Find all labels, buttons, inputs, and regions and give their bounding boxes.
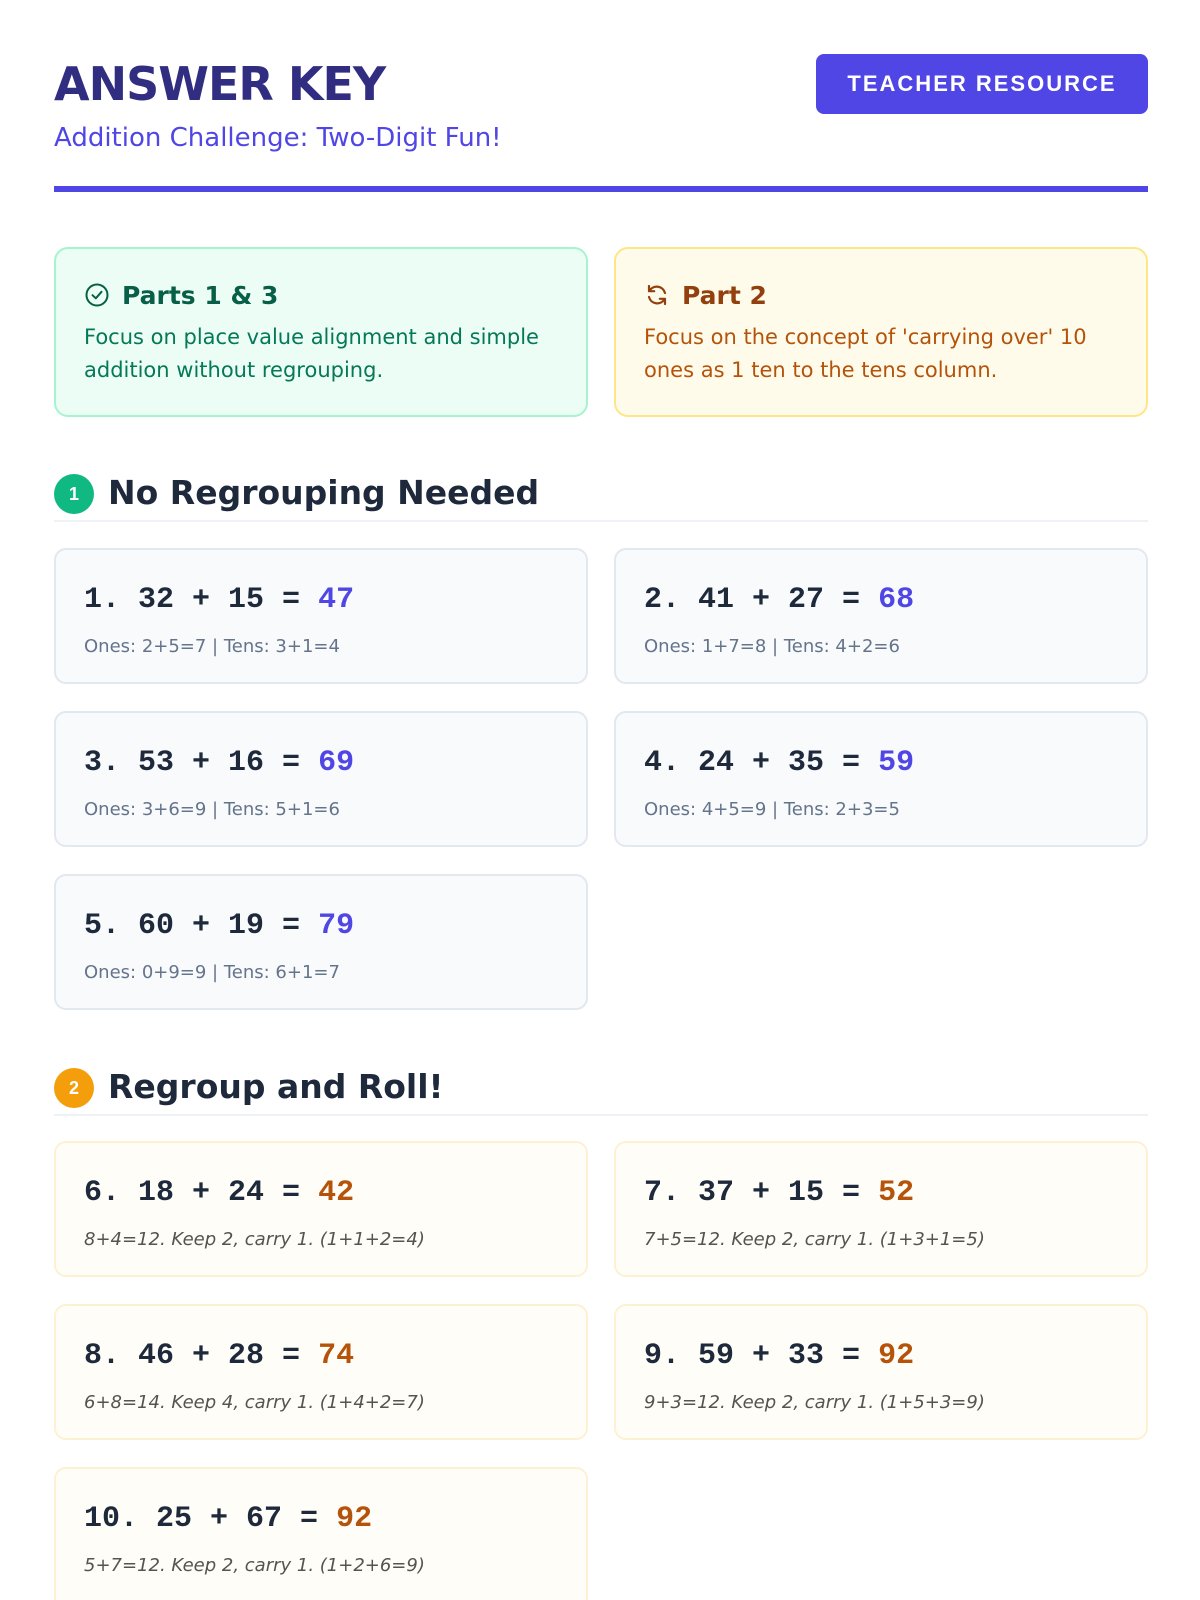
equation: 7. 37 + 15 = 52 — [644, 1176, 915, 1210]
problem-card-2 — [614, 548, 1148, 684]
problem-card-5 — [54, 874, 588, 1010]
answer: 92 — [878, 1339, 915, 1373]
hint: Ones: 3+6=9 | Tens: 5+1=6 — [84, 799, 340, 820]
header-divider — [54, 186, 1148, 192]
hint: 5+7=12. Keep 2, carry 1. (1+2+6=9) — [84, 1555, 425, 1576]
note-text: Focus on place value alignment and simple addition without regrouping. — [84, 325, 539, 382]
problem-card-10 — [54, 1467, 588, 1600]
answer: 69 — [318, 746, 355, 780]
answer: 52 — [878, 1176, 915, 1210]
refresh-icon — [644, 282, 670, 308]
section-title: No Regrouping Needed — [108, 473, 540, 512]
problem-card-6 — [54, 1141, 588, 1277]
header — [54, 54, 1148, 194]
section-number-badge: 2 — [54, 1068, 94, 1108]
answer: 47 — [318, 583, 355, 617]
equation: 5. 60 + 19 = 79 — [84, 909, 355, 943]
hint: Ones: 1+7=8 | Tens: 4+2=6 — [644, 636, 900, 657]
problem-card-7 — [614, 1141, 1148, 1277]
equation: 6. 18 + 24 = 42 — [84, 1176, 355, 1210]
page-subtitle: Addition Challenge: Two-Digit Fun! — [54, 123, 502, 153]
section-1-header — [54, 462, 1148, 522]
equation: 9. 59 + 33 = 92 — [644, 1339, 915, 1373]
note-parts-1-3 — [54, 247, 588, 417]
hint: 6+8=14. Keep 4, carry 1. (1+4+2=7) — [84, 1392, 425, 1413]
answer: 59 — [878, 746, 915, 780]
hint: Ones: 0+9=9 | Tens: 6+1=7 — [84, 962, 340, 983]
equation: 3. 53 + 16 = 69 — [84, 746, 355, 780]
page-title: ANSWER KEY — [54, 57, 386, 111]
problem-card-8 — [54, 1304, 588, 1440]
section-number-badge: 1 — [54, 474, 94, 514]
problem-card-3 — [54, 711, 588, 847]
hint: 8+4=12. Keep 2, carry 1. (1+1+2=4) — [84, 1229, 425, 1250]
answer: 68 — [878, 583, 915, 617]
note-title: Parts 1 & 3 — [122, 280, 279, 310]
hint: 9+3=12. Keep 2, carry 1. (1+5+3=9) — [644, 1392, 985, 1413]
equation: 8. 46 + 28 = 74 — [84, 1339, 355, 1373]
answer: 92 — [336, 1502, 373, 1536]
note-text: Focus on the concept of 'carrying over' 10 ones as 1 ten to the tens column. — [644, 325, 1087, 382]
equation: 1. 32 + 15 = 47 — [84, 583, 355, 617]
section-title: Regroup and Roll! — [108, 1067, 444, 1106]
equation: 10. 25 + 67 = 92 — [84, 1502, 373, 1536]
teacher-resource-badge: TEACHER RESOURCE — [816, 54, 1148, 114]
answer: 79 — [318, 909, 355, 943]
problem-card-4 — [614, 711, 1148, 847]
note-part-2 — [614, 247, 1148, 417]
hint: 7+5=12. Keep 2, carry 1. (1+3+1=5) — [644, 1229, 985, 1250]
hint: Ones: 4+5=9 | Tens: 2+3=5 — [644, 799, 900, 820]
note-title: Part 2 — [682, 280, 767, 310]
hint: Ones: 2+5=7 | Tens: 3+1=4 — [84, 636, 340, 657]
problem-card-9 — [614, 1304, 1148, 1440]
equation: 4. 24 + 35 = 59 — [644, 746, 915, 780]
check-circle-icon — [84, 282, 110, 308]
answer: 42 — [318, 1176, 355, 1210]
equation: 2. 41 + 27 = 68 — [644, 583, 915, 617]
answer: 74 — [318, 1339, 355, 1373]
problem-card-1 — [54, 548, 588, 684]
section-2-header — [54, 1056, 1148, 1116]
